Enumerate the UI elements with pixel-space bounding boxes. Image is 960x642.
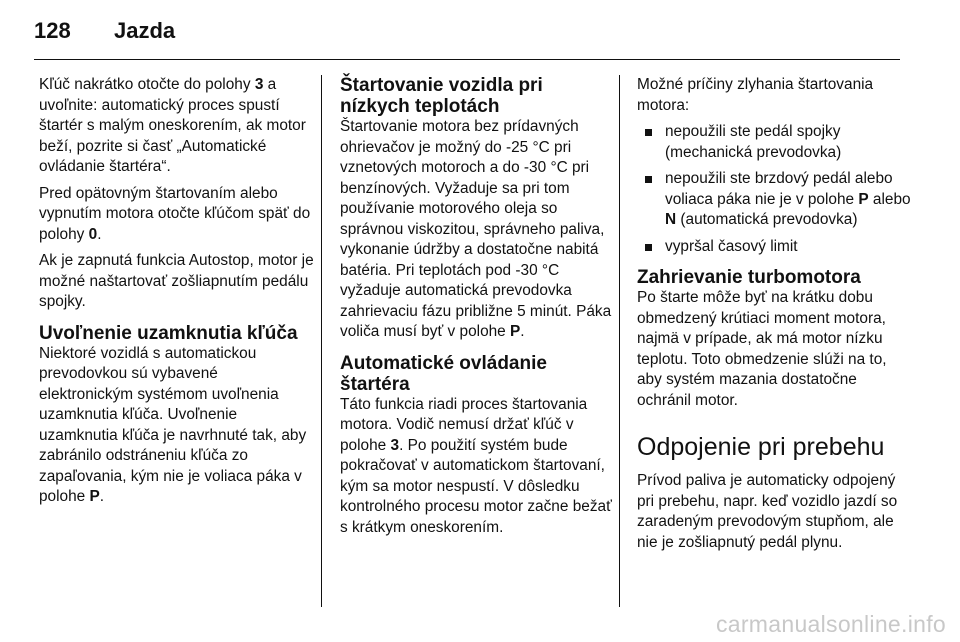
text-run: .: [99, 488, 105, 505]
list-item: [637, 237, 913, 258]
list-item-text: nepoužili ste pedál spojky (mechanická prevodovka): [665, 123, 842, 161]
section-title: Jazda: [114, 18, 176, 43]
text-run: Niektoré vozidlá s automatickou prevodovkou sú vybavené elektronickým systémom uvoľnenia uzamknutia kľúča. Uvoľnenie uzamknutia kľúča je navrhnuté tak, aby zabránilo odstráneniu kľúča zo zapaľovania, kým nie je voliaca páka v polohe: [39, 344, 307, 505]
bold-text: 0: [88, 225, 98, 243]
subheading-automatic-starter: Automatické ovládanie štartéra: [340, 352, 547, 395]
list-item-text: alebo: [868, 190, 911, 208]
list-item-text: nepoužili ste brzdový pedál alebo voliaca páka nie je v polohe: [665, 170, 893, 208]
list-item-text: (automatická prevodovka): [676, 211, 858, 228]
bold-text: P: [858, 190, 869, 208]
header-divider: [34, 59, 900, 60]
text-run: Pred opätovným štartovaním alebo vypnutím motora otočte kľúčom späť do polohy: [39, 184, 311, 243]
text-run: Táto funkcia riadi proces štartovania motora. Vodič nemusí držať kľúč v polohe: [340, 395, 588, 454]
text-run: Kľúč nakrátko otočte do polohy: [39, 76, 255, 93]
column-divider: [619, 75, 620, 607]
text-run: . Po použití systém bude pokračovať v automatickom štartovaní, kým sa motor nespustí. V dôsledku kontrolného procesu motor začne bežať s krátkym oneskorením.: [340, 436, 612, 536]
watermark: carmanualsonline.info: [715, 611, 946, 637]
paragraph: Po štarte môže byť na krátku dobu obmedzený krútiaci moment motora, najmä v prípade, ak má motor nízku teplotu. Toto obmedzenie slúži na to, aby systém mazania dostatočne ochránil motor.: [637, 289, 887, 409]
column-right: [637, 75, 913, 559]
bold-text: P: [510, 323, 521, 340]
bullet-list: [637, 122, 913, 257]
paragraph: [39, 75, 315, 178]
text-run: .: [520, 323, 525, 340]
bullet-square-icon: [645, 129, 652, 136]
text-run: a uvoľnite: automatický proces spustí štartér s malým oneskorením, ak motor beží, pozrite si časť „Automatické ovládanie štartéra“.: [39, 76, 306, 175]
bold-text: P: [89, 488, 100, 505]
page-header: [0, 0, 960, 60]
bold-text: 3: [254, 76, 264, 93]
list-item: [637, 169, 913, 231]
paragraph: [340, 395, 616, 539]
page-number: 128: [34, 18, 71, 43]
paragraph: [39, 344, 315, 508]
paragraph: [39, 184, 315, 246]
column-left: [39, 75, 315, 514]
list-item-text: vypršal časový limit: [665, 237, 798, 255]
heading-overrun-cutoff: Odpojenie pri prebehu: [637, 433, 885, 461]
paragraph: Prívod paliva je automaticky odpojený pri prebehu, napr. keď vozidlo jazdí so zaradeným prevodovým stupňom, ale nie je zošliapnutý pedál plynu.: [637, 472, 898, 551]
column-middle: [340, 75, 616, 544]
bullet-square-icon: [645, 176, 652, 183]
paragraph: Ak je zapnutá funkcia Autostop, motor je možné naštartovať zošliapnutím pedálu spojky.: [39, 252, 314, 310]
column-divider: [321, 75, 322, 607]
text-run: .: [97, 225, 102, 243]
subheading-turbo-warmup: Zahrievanie turbomotora: [637, 267, 861, 288]
paragraph: Možné príčiny zlyhania štartovania motora:: [637, 76, 874, 114]
list-item: [637, 122, 913, 163]
bold-text: 3: [390, 436, 400, 454]
subheading-cold-start: Štartovanie vozidla pri nízkych teplotách: [340, 75, 543, 117]
bold-text: N: [665, 211, 677, 228]
text-run: Štartovanie motora bez prídavných ohrievačov je možný do -25 °C pri vznetových motoroch a do -30 °C pri benzínových. Vyžaduje sa pri tom používanie motorového oleja so správnou viskozitou, správneho paliva, vykonanie údržby a dostatočne nabitá batéria. Pri teplotách pod -30 °C vyžaduje automatická prevodovka zahrievaciu fázu približne 5 minút. Páka voliča musí byť v polohe: [340, 118, 612, 340]
subheading-key-release: Uvoľnenie uzamknutia kľúča: [39, 322, 298, 344]
bullet-square-icon: [645, 244, 652, 251]
paragraph: [340, 117, 616, 343]
